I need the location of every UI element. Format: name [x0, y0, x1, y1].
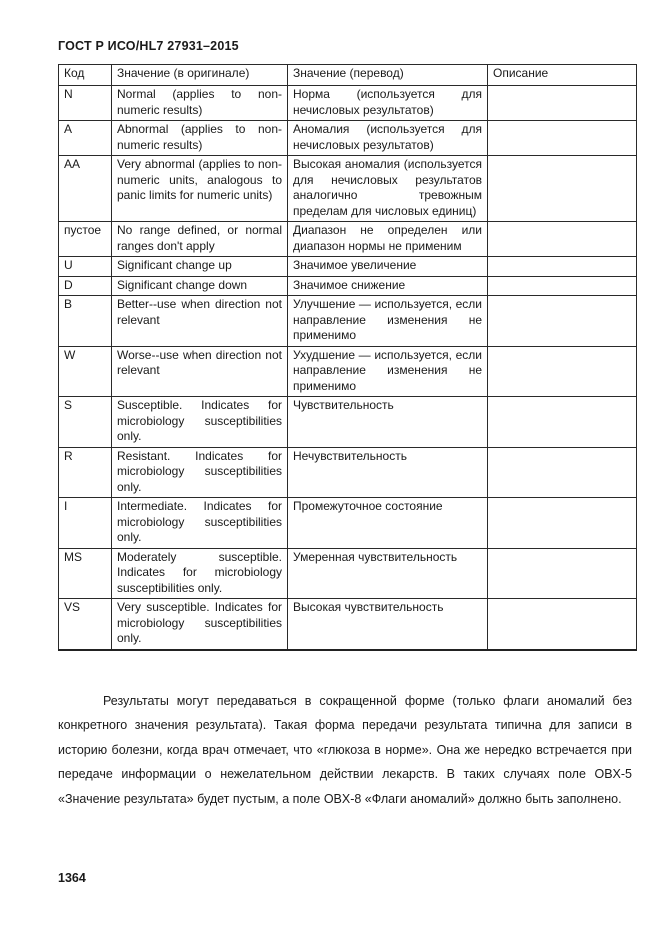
cell-original: Abnormal (applies to non-numeric results)	[112, 121, 288, 156]
cell-translation: Высокая чувствительность	[288, 599, 488, 650]
document-header: ГОСТ Р ИСО/HL7 27931–2015	[58, 39, 239, 53]
cell-original: Better--use when direction not relevant	[112, 296, 288, 347]
cell-original: Very abnormal (applies to non-numeric units, analogous to panic limits for numeric units)	[112, 156, 288, 222]
cell-code: MS	[59, 548, 112, 599]
cell-description	[488, 498, 637, 549]
cell-code: R	[59, 447, 112, 498]
table-row	[59, 156, 637, 222]
table-row	[59, 121, 637, 156]
cell-description	[488, 397, 637, 448]
col-header-original: Значение (в оригинале)	[112, 65, 288, 86]
cell-code: пустое	[59, 222, 112, 257]
cell-translation: Диапазон не определен или диапазон нормы не применим	[288, 222, 488, 257]
col-header-description: Описание	[488, 65, 637, 86]
cell-description	[488, 121, 637, 156]
cell-description	[488, 548, 637, 599]
cell-code: VS	[59, 599, 112, 650]
table-row	[59, 222, 637, 257]
cell-original: Normal (applies to non-numeric results)	[112, 86, 288, 121]
cell-original: Worse--use when direction not relevant	[112, 346, 288, 397]
cell-description	[488, 296, 637, 347]
cell-code: W	[59, 346, 112, 397]
cell-translation: Значимое снижение	[288, 276, 488, 296]
cell-translation: Улучшение — используется, если направление изменения не применимо	[288, 296, 488, 347]
cell-description	[488, 346, 637, 397]
body-paragraph: Результаты могут передаваться в сокращенной форме (только флаги аномалий без конкретного значения результата). Такая форма передачи результата типична для записи в историю болезни, когда врач отмечает, что «глюкоза в норме». Она же нередко встречается при передаче информации о нежелательном действии лекарств. В таких случаях поле OBX-5 «Значение результата» будет пустым, а поле OBX-8 «Флаги аномалий» должно быть заполнено.	[58, 694, 632, 806]
cell-original: No range defined, or normal ranges don't apply	[112, 222, 288, 257]
abnormal-flags-table	[58, 64, 637, 651]
cell-code: I	[59, 498, 112, 549]
cell-code: D	[59, 276, 112, 296]
cell-description	[488, 599, 637, 650]
cell-code: U	[59, 257, 112, 277]
cell-description	[488, 257, 637, 277]
cell-original: Significant change down	[112, 276, 288, 296]
cell-translation: Норма (используется для нечисловых результатов)	[288, 86, 488, 121]
cell-code: S	[59, 397, 112, 448]
cell-translation: Аномалия (используется для нечисловых результатов)	[288, 121, 488, 156]
table-row	[59, 397, 637, 448]
cell-original: Susceptible. Indicates for microbiology susceptibilities only.	[112, 397, 288, 448]
cell-code: N	[59, 86, 112, 121]
cell-translation: Умеренная чувствительность	[288, 548, 488, 599]
table-row	[59, 599, 637, 650]
table-row	[59, 346, 637, 397]
table-row	[59, 276, 637, 296]
cell-translation: Промежуточное состояние	[288, 498, 488, 549]
cell-translation: Значимое увеличение	[288, 257, 488, 277]
cell-code: A	[59, 121, 112, 156]
cell-translation: Ухудшение — используется, если направление изменения не применимо	[288, 346, 488, 397]
cell-translation: Высокая аномалия (используется для нечисловых результатов аналогично тревожным пределам для числовых единиц)	[288, 156, 488, 222]
col-header-code: Код	[59, 65, 112, 86]
cell-original: Significant change up	[112, 257, 288, 277]
cell-translation: Чувствительность	[288, 397, 488, 448]
table-row	[59, 447, 637, 498]
table-row	[59, 257, 637, 277]
table-row	[59, 498, 637, 549]
page-number: 1364	[58, 871, 86, 885]
cell-original: Very susceptible. Indicates for microbiology susceptibilities only.	[112, 599, 288, 650]
table-row	[59, 296, 637, 347]
cell-original: Intermediate. Indicates for microbiology susceptibilities only.	[112, 498, 288, 549]
table-row	[59, 548, 637, 599]
cell-description	[488, 447, 637, 498]
cell-description	[488, 156, 637, 222]
cell-code: AA	[59, 156, 112, 222]
col-header-translation: Значение (перевод)	[288, 65, 488, 86]
table-row	[59, 86, 637, 121]
cell-translation: Нечувствительность	[288, 447, 488, 498]
table-header-row	[59, 65, 637, 86]
cell-description	[488, 222, 637, 257]
cell-description	[488, 86, 637, 121]
cell-description	[488, 276, 637, 296]
cell-original: Resistant. Indicates for microbiology susceptibilities only.	[112, 447, 288, 498]
cell-original: Moderately susceptible. Indicates for microbiology susceptibilities only.	[112, 548, 288, 599]
cell-code: B	[59, 296, 112, 347]
